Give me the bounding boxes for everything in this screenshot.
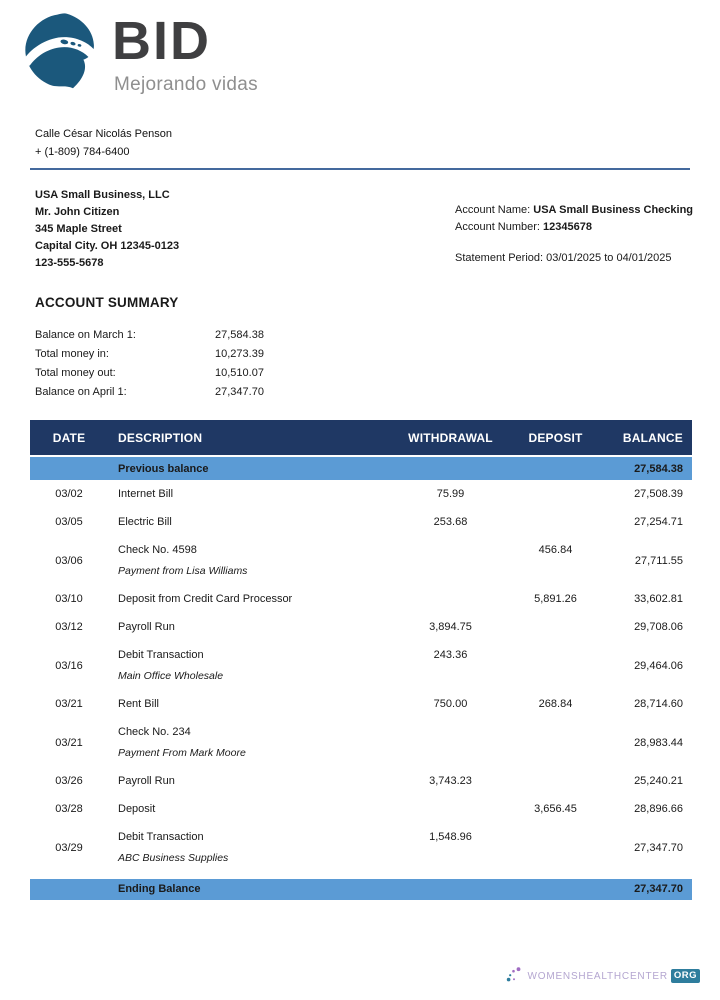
transaction-balance: 29,464.06 [634, 659, 683, 672]
transaction-description-main: Payroll Run [118, 621, 175, 633]
watermark-org-badge: ORG [671, 969, 700, 983]
transaction-description [108, 823, 398, 876]
bank-address: Calle César Nicolás Penson [35, 128, 172, 140]
transaction-row [30, 480, 692, 508]
transaction-row [30, 508, 692, 536]
transaction-balance: 33,602.81 [634, 593, 683, 605]
transaction-withdrawal [398, 536, 503, 585]
header-withdrawal: WITHDRAWAL [398, 420, 503, 456]
transaction-description-main: Rent Bill [118, 698, 159, 710]
transaction-date: 03/06 [55, 554, 83, 567]
summary-row [35, 363, 305, 382]
account-name-value: USA Small Business Checking [533, 204, 694, 216]
transaction-withdrawal: 75.99 [436, 488, 465, 500]
transaction-note: Main Office Wholesale [118, 670, 224, 682]
transaction-withdrawal: 243.36 [433, 649, 468, 661]
transaction-withdrawal: 3,743.23 [429, 775, 472, 787]
watermark-text: WOMENSHEALTHCENTER [527, 970, 668, 982]
brand-name: BID [112, 11, 211, 71]
customer-address-block [35, 187, 179, 272]
transaction-date: 03/29 [55, 841, 83, 854]
summary-label: Total money out: [35, 366, 116, 379]
statement-period-line: Statement Period: 03/01/2025 to 04/01/2025 [455, 252, 672, 265]
transaction-row [30, 536, 692, 585]
account-info-block [455, 202, 693, 267]
transaction-description-main: Debit Transaction [118, 649, 204, 661]
ending-balance-label: Ending Balance [108, 876, 398, 900]
transactions-table [30, 420, 692, 900]
transaction-withdrawal [398, 795, 503, 823]
transaction-description-main: Debit Transaction [118, 831, 204, 843]
transaction-description [108, 690, 398, 718]
transaction-description [108, 585, 398, 613]
transaction-description [108, 613, 398, 641]
previous-balance-value: 27,584.38 [608, 456, 692, 480]
bid-globe-icon [20, 12, 100, 90]
transaction-deposit [503, 480, 608, 508]
transaction-description [108, 718, 398, 767]
transaction-deposit: 5,891.26 [534, 593, 577, 605]
transaction-withdrawal: 1,548.96 [429, 831, 472, 843]
site-watermark [506, 966, 700, 986]
transaction-date: 03/21 [55, 698, 83, 710]
transaction-date: 03/28 [55, 803, 83, 815]
transaction-row [30, 641, 692, 690]
account-number-value: 12345678 [543, 221, 592, 234]
transaction-withdrawal [398, 718, 503, 767]
transaction-description-main: Deposit from Credit Card Processor [118, 593, 293, 605]
customer-address-line: USA Small Business, LLC [35, 189, 170, 201]
transaction-date: 03/10 [55, 593, 83, 605]
summary-row [35, 344, 305, 363]
watermark-sparkle-icon [506, 966, 526, 986]
transaction-note: Payment From Mark Moore [118, 747, 246, 759]
account-number-line: Account Number: 12345678 [455, 221, 592, 234]
header-balance: BALANCE [608, 420, 692, 456]
transaction-description-main: Deposit [118, 803, 156, 815]
summary-value: 10,273.39 [215, 347, 264, 360]
transaction-description [108, 508, 398, 536]
transaction-note: Payment from Lisa Williams [118, 565, 248, 577]
ending-balance-row [30, 876, 692, 900]
transaction-balance: 25,240.21 [634, 775, 683, 787]
transaction-description [108, 536, 398, 585]
transaction-description-main: Internet Bill [118, 488, 174, 500]
transaction-date: 03/21 [55, 736, 83, 749]
transaction-deposit [503, 508, 608, 536]
transaction-deposit: 3,656.45 [534, 803, 577, 815]
transaction-balance: 28,714.60 [634, 698, 683, 710]
brand-tagline: Mejorando vidas [114, 73, 258, 95]
transaction-balance: 27,254.71 [634, 516, 683, 528]
bank-contact-block [35, 126, 172, 161]
transaction-balance: 27,711.55 [634, 554, 683, 567]
transaction-withdrawal: 253.68 [433, 516, 468, 528]
transaction-balance: 28,983.44 [634, 736, 683, 749]
transaction-deposit [503, 641, 608, 690]
header-description: DESCRIPTION [108, 420, 398, 456]
table-header-row [30, 420, 692, 456]
transaction-row [30, 767, 692, 795]
transaction-deposit [503, 767, 608, 795]
account-summary-rows [35, 325, 305, 401]
header-date: DATE [30, 420, 108, 456]
transaction-row [30, 690, 692, 718]
transaction-deposit [503, 823, 608, 876]
transaction-withdrawal [398, 585, 503, 613]
account-name-line: Account Name: USA Small Business Checking [455, 204, 694, 216]
transaction-date: 03/12 [55, 621, 83, 633]
transaction-deposit: 456.84 [538, 544, 573, 556]
transaction-row [30, 718, 692, 767]
previous-balance-label: Previous balance [108, 456, 398, 480]
header-deposit: DEPOSIT [503, 420, 608, 456]
transaction-balance: 29,708.06 [634, 621, 683, 633]
transaction-description-main: Check No. 234 [118, 726, 191, 738]
transaction-deposit [503, 718, 608, 767]
header-divider [30, 168, 690, 170]
summary-row [35, 325, 305, 344]
customer-address-line: Capital City. OH 12345-0123 [35, 240, 180, 253]
customer-address-line: 123-555-5678 [35, 257, 104, 270]
summary-row [35, 382, 305, 401]
transaction-deposit: 268.84 [538, 698, 573, 710]
transaction-description [108, 480, 398, 508]
transaction-row [30, 795, 692, 823]
summary-label: Balance on March 1: [35, 328, 136, 341]
bank-logo [20, 10, 258, 96]
transaction-description [108, 641, 398, 690]
transaction-withdrawal: 750.00 [433, 698, 468, 710]
summary-value: 27,347.70 [215, 385, 264, 398]
ending-balance-value: 27,347.70 [608, 876, 692, 900]
bank-phone: + (1-809) 784-6400 [35, 145, 130, 158]
transaction-date: 03/16 [55, 659, 83, 672]
transaction-date: 03/02 [55, 488, 83, 500]
summary-value: 27,584.38 [215, 328, 264, 341]
transaction-balance: 27,508.39 [634, 488, 683, 500]
customer-address-line: 345 Maple Street [35, 223, 122, 236]
transaction-balance: 27,347.70 [634, 841, 683, 854]
previous-balance-row [30, 456, 692, 480]
summary-label: Total money in: [35, 347, 109, 360]
transaction-description-main: Check No. 4598 [118, 544, 197, 556]
transaction-note: ABC Business Supplies [118, 852, 229, 864]
transaction-description [108, 767, 398, 795]
summary-value: 10,510.07 [215, 366, 264, 379]
summary-label: Balance on April 1: [35, 385, 127, 398]
account-summary-title: ACCOUNT SUMMARY [35, 295, 179, 310]
transactions-body [30, 480, 692, 876]
transaction-row [30, 613, 692, 641]
transaction-withdrawal: 3,894.75 [429, 621, 472, 633]
transaction-balance: 28,896.66 [634, 803, 683, 815]
customer-address-line: Mr. John Citizen [35, 206, 120, 219]
transaction-date: 03/26 [55, 775, 83, 787]
transaction-description-main: Electric Bill [118, 516, 172, 528]
transaction-date: 03/05 [55, 516, 83, 528]
transaction-deposit [503, 613, 608, 641]
transaction-description-main: Payroll Run [118, 775, 175, 787]
statement-period-value: 03/01/2025 to 04/01/2025 [546, 252, 672, 265]
transaction-description [108, 795, 398, 823]
transaction-row [30, 823, 692, 876]
transaction-row [30, 585, 692, 613]
